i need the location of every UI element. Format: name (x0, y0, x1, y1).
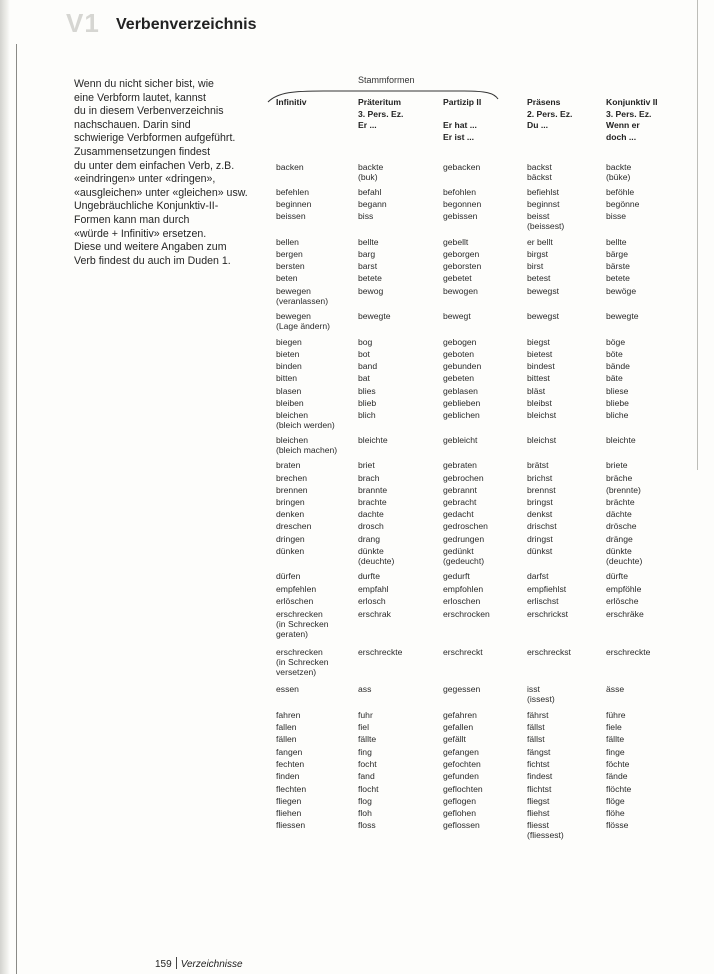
cell-partizip: befohlen (443, 187, 476, 197)
cell-infinitiv: fliegen (276, 796, 302, 806)
intro-line: Zusammensetzungen findest (74, 145, 211, 158)
cell-infinitiv: (veranlassen) (276, 296, 329, 306)
cell-praeteritum: biss (358, 211, 374, 221)
cell-praesens: bietest (527, 349, 553, 359)
cell-konjunktiv: bewegte (606, 311, 639, 321)
header-partizip: Partizip II (443, 97, 482, 107)
intro-line: Ungebräuchliche Konjunktiv-II- (74, 200, 219, 213)
cell-partizip: gebunden (443, 361, 482, 371)
cell-infinitiv: bleiben (276, 398, 304, 408)
cell-praeteritum: band (358, 361, 378, 371)
cell-praeteritum: fand (358, 771, 375, 781)
cell-praeteritum: (deuchte) (358, 556, 395, 566)
cell-partizip: gebrochen (443, 473, 484, 483)
cell-infinitiv: erlöschen (276, 596, 314, 606)
cell-konjunktiv: bliebe (606, 398, 629, 408)
cell-konjunktiv: ässe (606, 684, 625, 694)
cell-partizip: (gedeucht) (443, 556, 485, 566)
cell-praesens: betest (527, 273, 551, 283)
cell-praeteritum: erschrak (358, 609, 391, 619)
cell-praesens: dünkst (527, 546, 553, 556)
cell-infinitiv: bellen (276, 237, 299, 247)
cell-praeteritum: flog (358, 796, 372, 806)
cell-praesens: (issest) (527, 694, 555, 704)
cell-partizip: geflochten (443, 784, 483, 794)
intro-line: Formen kann man durch (74, 213, 190, 226)
cell-praesens: bleichst (527, 410, 557, 420)
cell-konjunktiv: betete (606, 273, 630, 283)
cell-konjunktiv: brächte (606, 497, 635, 507)
header-partizip: Er hat ... (443, 120, 477, 130)
cell-praeteritum: brach (358, 473, 380, 483)
cell-partizip: erschrocken (443, 609, 490, 619)
cell-infinitiv: (in Schrecken (276, 657, 329, 667)
cell-infinitiv: biegen (276, 337, 302, 347)
cell-infinitiv: essen (276, 684, 299, 694)
cell-infinitiv: fahren (276, 710, 301, 720)
header-partizip: Er ist ... (443, 131, 475, 142)
cell-praesens: (fliessest) (527, 830, 564, 840)
cell-infinitiv: bleichen (276, 435, 309, 445)
cell-infinitiv: beissen (276, 211, 306, 221)
cell-partizip: geflossen (443, 820, 480, 830)
cell-konjunktiv: flösse (606, 820, 629, 830)
cell-partizip: gebissen (443, 211, 478, 221)
cell-konjunktiv: bärste (606, 261, 630, 271)
intro-line: Verb findest du auch im Duden 1. (74, 254, 231, 267)
cell-konjunktiv: dünkte (606, 546, 632, 556)
cell-konjunktiv: böte (606, 349, 623, 359)
cell-praeteritum: fiel (358, 722, 369, 732)
cell-konjunktiv: (brennte) (606, 485, 641, 495)
cell-praeteritum: floh (358, 808, 372, 818)
header-konjunktiv: Wenn er (606, 120, 640, 130)
cell-praeteritum: bewog (358, 286, 384, 296)
cell-praesens: bläst (527, 386, 546, 396)
cell-konjunktiv: bräche (606, 473, 633, 483)
header-praesens: Du ... (527, 120, 549, 130)
cell-infinitiv: (in Schrecken (276, 619, 329, 629)
cell-praesens: erschrickst (527, 609, 569, 619)
cell-konjunktiv: böge (606, 337, 626, 347)
cell-praeteritum: (buk) (358, 172, 378, 182)
intro-line: «ausgleichen» unter «gleichen» usw. (74, 186, 248, 199)
intro-line: du unter dem einfachen Verb, z.B. (74, 159, 235, 172)
cell-konjunktiv: föchte (606, 759, 630, 769)
margin-rule (16, 44, 17, 974)
scan-edge-shadow (0, 0, 10, 974)
cell-praeteritum: durfte (358, 571, 380, 581)
cell-konjunktiv: erschräke (606, 609, 644, 619)
cell-praeteritum: flocht (358, 784, 379, 794)
cell-infinitiv: (Lage ändern) (276, 321, 330, 331)
cell-konjunktiv: bisse (606, 211, 627, 221)
cell-konjunktiv: finge (606, 747, 625, 757)
cell-praesens: bewegst (527, 286, 560, 296)
cell-partizip: geblichen (443, 410, 480, 420)
cell-partizip: gebacken (443, 162, 481, 172)
cell-konjunktiv: empföhle (606, 584, 642, 594)
cell-konjunktiv: drösche (606, 521, 637, 531)
intro-line: Wenn du nicht sicher bist, wie (74, 78, 214, 90)
cell-infinitiv: dünken (276, 546, 305, 556)
cell-partizip: empfohlen (443, 584, 484, 594)
cell-praesens: biegst (527, 337, 550, 347)
cell-konjunktiv: bärge (606, 249, 628, 259)
cell-konjunktiv: bleichte (606, 435, 636, 445)
cell-infinitiv: befehlen (276, 187, 309, 197)
cell-konjunktiv: (deuchte) (606, 556, 643, 566)
cell-praeteritum: drosch (358, 521, 384, 531)
cell-praeteritum: barst (358, 261, 378, 271)
cell-praeteritum: barg (358, 249, 376, 259)
cell-konjunktiv: briete (606, 460, 628, 470)
intro-text (74, 78, 264, 268)
cell-infinitiv: beginnen (276, 199, 312, 209)
cell-konjunktiv: fände (606, 771, 628, 781)
cell-partizip: gebetet (443, 273, 472, 283)
cell-infinitiv: binden (276, 361, 302, 371)
cell-partizip: geborgen (443, 249, 480, 259)
page-title: Verbenverzeichnis (116, 16, 257, 33)
cell-infinitiv: bersten (276, 261, 305, 271)
cell-konjunktiv: beföhle (606, 187, 635, 197)
cell-partizip: gegessen (443, 684, 481, 694)
cell-partizip: gefahren (443, 710, 477, 720)
cell-partizip: gebracht (443, 497, 477, 507)
cell-partizip: gefunden (443, 771, 479, 781)
cell-praesens: backst (527, 162, 552, 172)
cell-partizip: gedurft (443, 571, 470, 581)
cell-praeteritum: dachte (358, 509, 384, 519)
cell-praesens: brennst (527, 485, 556, 495)
cell-praeteritum: briet (358, 460, 375, 470)
cell-praesens: brätst (527, 460, 549, 470)
cell-partizip: gebrannt (443, 485, 477, 495)
cell-partizip: gefallen (443, 722, 474, 732)
cell-infinitiv: bitten (276, 373, 298, 383)
cell-infinitiv: dürfen (276, 571, 301, 581)
cell-praesens: bewegst (527, 311, 560, 321)
cell-partizip: gefochten (443, 759, 481, 769)
cell-praesens: bäckst (527, 172, 552, 182)
cell-partizip: geblieben (443, 398, 481, 408)
cell-partizip: gedacht (443, 509, 474, 519)
cell-praesens: brichst (527, 473, 553, 483)
cell-praesens: fichtst (527, 759, 550, 769)
cell-praeteritum: fällte (358, 734, 377, 744)
cell-infinitiv: beten (276, 273, 298, 283)
cell-praesens: er bellt (527, 237, 553, 247)
header-infinitiv: Infinitiv (276, 97, 307, 107)
cell-praesens: fliehst (527, 808, 550, 818)
header-konjunktiv: doch ... (606, 131, 637, 142)
cell-konjunktiv: erlösche (606, 596, 639, 606)
cell-partizip: gebogen (443, 337, 477, 347)
cell-praeteritum: erlosch (358, 596, 386, 606)
cell-praesens: darfst (527, 571, 549, 581)
cell-partizip: erloschen (443, 596, 481, 606)
cell-infinitiv: (bleich werden) (276, 420, 335, 430)
cell-praeteritum: betete (358, 273, 382, 283)
cell-konjunktiv: bewöge (606, 286, 637, 296)
cell-konjunktiv: führe (606, 710, 626, 720)
cell-praesens: fährst (527, 710, 549, 720)
cell-partizip: gebraten (443, 460, 477, 470)
cell-praeteritum: begann (358, 199, 387, 209)
cell-partizip: gedrungen (443, 534, 485, 544)
cell-infinitiv: fallen (276, 722, 297, 732)
cell-infinitiv: fechten (276, 759, 305, 769)
cell-praesens: birgst (527, 249, 549, 259)
cell-partizip: gefällt (443, 734, 466, 744)
cell-partizip: begonnen (443, 199, 482, 209)
cell-konjunktiv: erschreckte (606, 647, 651, 657)
cell-praesens: dringst (527, 534, 553, 544)
cell-infinitiv: bleichen (276, 410, 309, 420)
cell-partizip: geblasen (443, 386, 478, 396)
cell-konjunktiv: bliese (606, 386, 629, 396)
cell-praesens: birst (527, 261, 544, 271)
cell-praeteritum: fing (358, 747, 372, 757)
cell-praesens: isst (527, 684, 540, 694)
cell-partizip: gedroschen (443, 521, 488, 531)
cell-praesens: fängst (527, 747, 551, 757)
cell-partizip: erschreckt (443, 647, 483, 657)
cell-konjunktiv: flöchte (606, 784, 632, 794)
page-footer (155, 957, 243, 970)
cell-praeteritum: brannte (358, 485, 388, 495)
cell-partizip: geborsten (443, 261, 482, 271)
cell-praeteritum: empfahl (358, 584, 389, 594)
cell-konjunktiv: fällte (606, 734, 625, 744)
cell-infinitiv: erschrecken (276, 609, 323, 619)
cell-infinitiv: bieten (276, 349, 300, 359)
cell-infinitiv: bewegen (276, 311, 311, 321)
cell-konjunktiv: (büke) (606, 172, 631, 182)
cell-infinitiv: finden (276, 771, 300, 781)
intro-line: du in diesem Verbenverzeichnis (74, 105, 224, 118)
footer-divider (176, 957, 177, 969)
header-praeteritum: Präteritum (358, 97, 401, 107)
cell-infinitiv: dreschen (276, 521, 312, 531)
cell-praeteritum: bot (358, 349, 370, 359)
cell-infinitiv: dringen (276, 534, 305, 544)
cell-praesens: (beissest) (527, 221, 565, 231)
cell-praeteritum: bellte (358, 237, 379, 247)
cell-konjunktiv: bände (606, 361, 630, 371)
cell-partizip: bewogen (443, 286, 478, 296)
cell-praeteritum: backte (358, 162, 384, 172)
cell-praeteritum: befahl (358, 187, 382, 197)
cell-konjunktiv: flöge (606, 796, 625, 806)
cell-praeteritum: brachte (358, 497, 387, 507)
cell-infinitiv: fangen (276, 747, 303, 757)
cell-partizip: gebellt (443, 237, 469, 247)
cell-infinitiv: versetzen) (276, 667, 317, 677)
intro-line: schwierige Verbformen aufgeführt. (74, 132, 236, 145)
header-konjunktiv: 3. Pers. Ez. (606, 108, 652, 119)
cell-praeteritum: bewegte (358, 311, 391, 321)
cell-praeteritum: bleichte (358, 435, 388, 445)
cell-praesens: fällst (527, 734, 545, 744)
header-praeteritum: Er ... (358, 120, 377, 130)
cell-praesens: beisst (527, 211, 550, 221)
cell-partizip: bewegt (443, 311, 471, 321)
cell-infinitiv: bewegen (276, 286, 311, 296)
cell-infinitiv: erschrecken (276, 647, 323, 657)
cell-konjunktiv: dürfte (606, 571, 628, 581)
cell-praesens: bleibst (527, 398, 552, 408)
cell-praeteritum: erschreckte (358, 647, 403, 657)
cell-konjunktiv: bäte (606, 373, 623, 383)
cell-praesens: erschreckst (527, 647, 571, 657)
page-number: 159 (155, 959, 172, 970)
cell-infinitiv: fliehen (276, 808, 302, 818)
cell-infinitiv: (bleich machen) (276, 445, 338, 455)
cell-praeteritum: dünkte (358, 546, 384, 556)
section-name: Verzeichnisse (180, 959, 243, 970)
cell-partizip: geflohen (443, 808, 476, 818)
cell-praesens: bindest (527, 361, 555, 371)
cell-praesens: beginnst (527, 199, 560, 209)
cell-konjunktiv: backte (606, 162, 632, 172)
cell-praeteritum: floss (358, 820, 376, 830)
header-praesens: 2. Pers. Ez. (527, 108, 573, 119)
cell-infinitiv: blasen (276, 386, 302, 396)
cell-konjunktiv: dächte (606, 509, 632, 519)
cell-praesens: bleichst (527, 435, 557, 445)
cell-praesens: bittest (527, 373, 550, 383)
intro-line: Diese und weitere Angaben zum (74, 241, 227, 254)
cell-infinitiv: empfehlen (276, 584, 317, 594)
cell-infinitiv: bringen (276, 497, 305, 507)
cell-praeteritum: blich (358, 410, 376, 420)
cell-infinitiv: denken (276, 509, 305, 519)
cell-praeteritum: blies (358, 386, 376, 396)
cell-praesens: denkst (527, 509, 553, 519)
cell-infinitiv: bergen (276, 249, 303, 259)
cell-konjunktiv: bliche (606, 410, 629, 420)
cell-konjunktiv: flöhe (606, 808, 625, 818)
header-praeteritum: 3. Pers. Ez. (358, 108, 404, 119)
cell-partizip: geflogen (443, 796, 476, 806)
cell-praesens: findest (527, 771, 553, 781)
cell-partizip: gebeten (443, 373, 475, 383)
cell-partizip: gebleicht (443, 435, 478, 445)
cell-infinitiv: braten (276, 460, 301, 470)
intro-line: «würde + Infinitiv» ersetzen. (74, 227, 207, 240)
cell-partizip: gefangen (443, 747, 479, 757)
intro-line: eine Verbform lautet, kannst (74, 91, 206, 104)
cell-praesens: fliesst (527, 820, 549, 830)
cell-praesens: befiehlst (527, 187, 560, 197)
cell-partizip: geboten (443, 349, 475, 359)
stammformen-label: Stammformen (358, 75, 415, 85)
scan-line (697, 0, 698, 470)
cell-praesens: fällst (527, 722, 545, 732)
header-konjunktiv: Konjunktiv II (606, 97, 658, 107)
cell-praeteritum: ass (358, 684, 372, 694)
cell-praeteritum: drang (358, 534, 380, 544)
cell-praeteritum: focht (358, 759, 377, 769)
cell-infinitiv: fällen (276, 734, 297, 744)
cell-partizip: gedünkt (443, 546, 474, 556)
cell-praesens: drischst (527, 521, 557, 531)
cell-praeteritum: bog (358, 337, 373, 347)
cell-praesens: bringst (527, 497, 553, 507)
cell-konjunktiv: dränge (606, 534, 633, 544)
chapter-badge: V1 (66, 8, 100, 38)
cell-praeteritum: fuhr (358, 710, 373, 720)
header-praesens: Präsens (527, 97, 561, 107)
cell-praeteritum: bat (358, 373, 370, 383)
cell-infinitiv: fliessen (276, 820, 306, 830)
cell-praeteritum: blieb (358, 398, 377, 408)
cell-praesens: empfiehlst (527, 584, 567, 594)
cell-infinitiv: brechen (276, 473, 308, 483)
intro-line: «eindringen» unter «dringen», (74, 173, 216, 186)
cell-infinitiv: flechten (276, 784, 307, 794)
cell-praesens: fliegst (527, 796, 550, 806)
cell-infinitiv: geraten) (276, 629, 309, 639)
cell-konjunktiv: fiele (606, 722, 622, 732)
cell-praesens: flichtst (527, 784, 552, 794)
cell-konjunktiv: begönne (606, 199, 640, 209)
cell-praesens: erlischst (527, 596, 559, 606)
intro-line: nachschauen. Darin sind (74, 118, 191, 131)
cell-infinitiv: backen (276, 162, 304, 172)
cell-infinitiv: brennen (276, 485, 308, 495)
cell-konjunktiv: bellte (606, 237, 627, 247)
